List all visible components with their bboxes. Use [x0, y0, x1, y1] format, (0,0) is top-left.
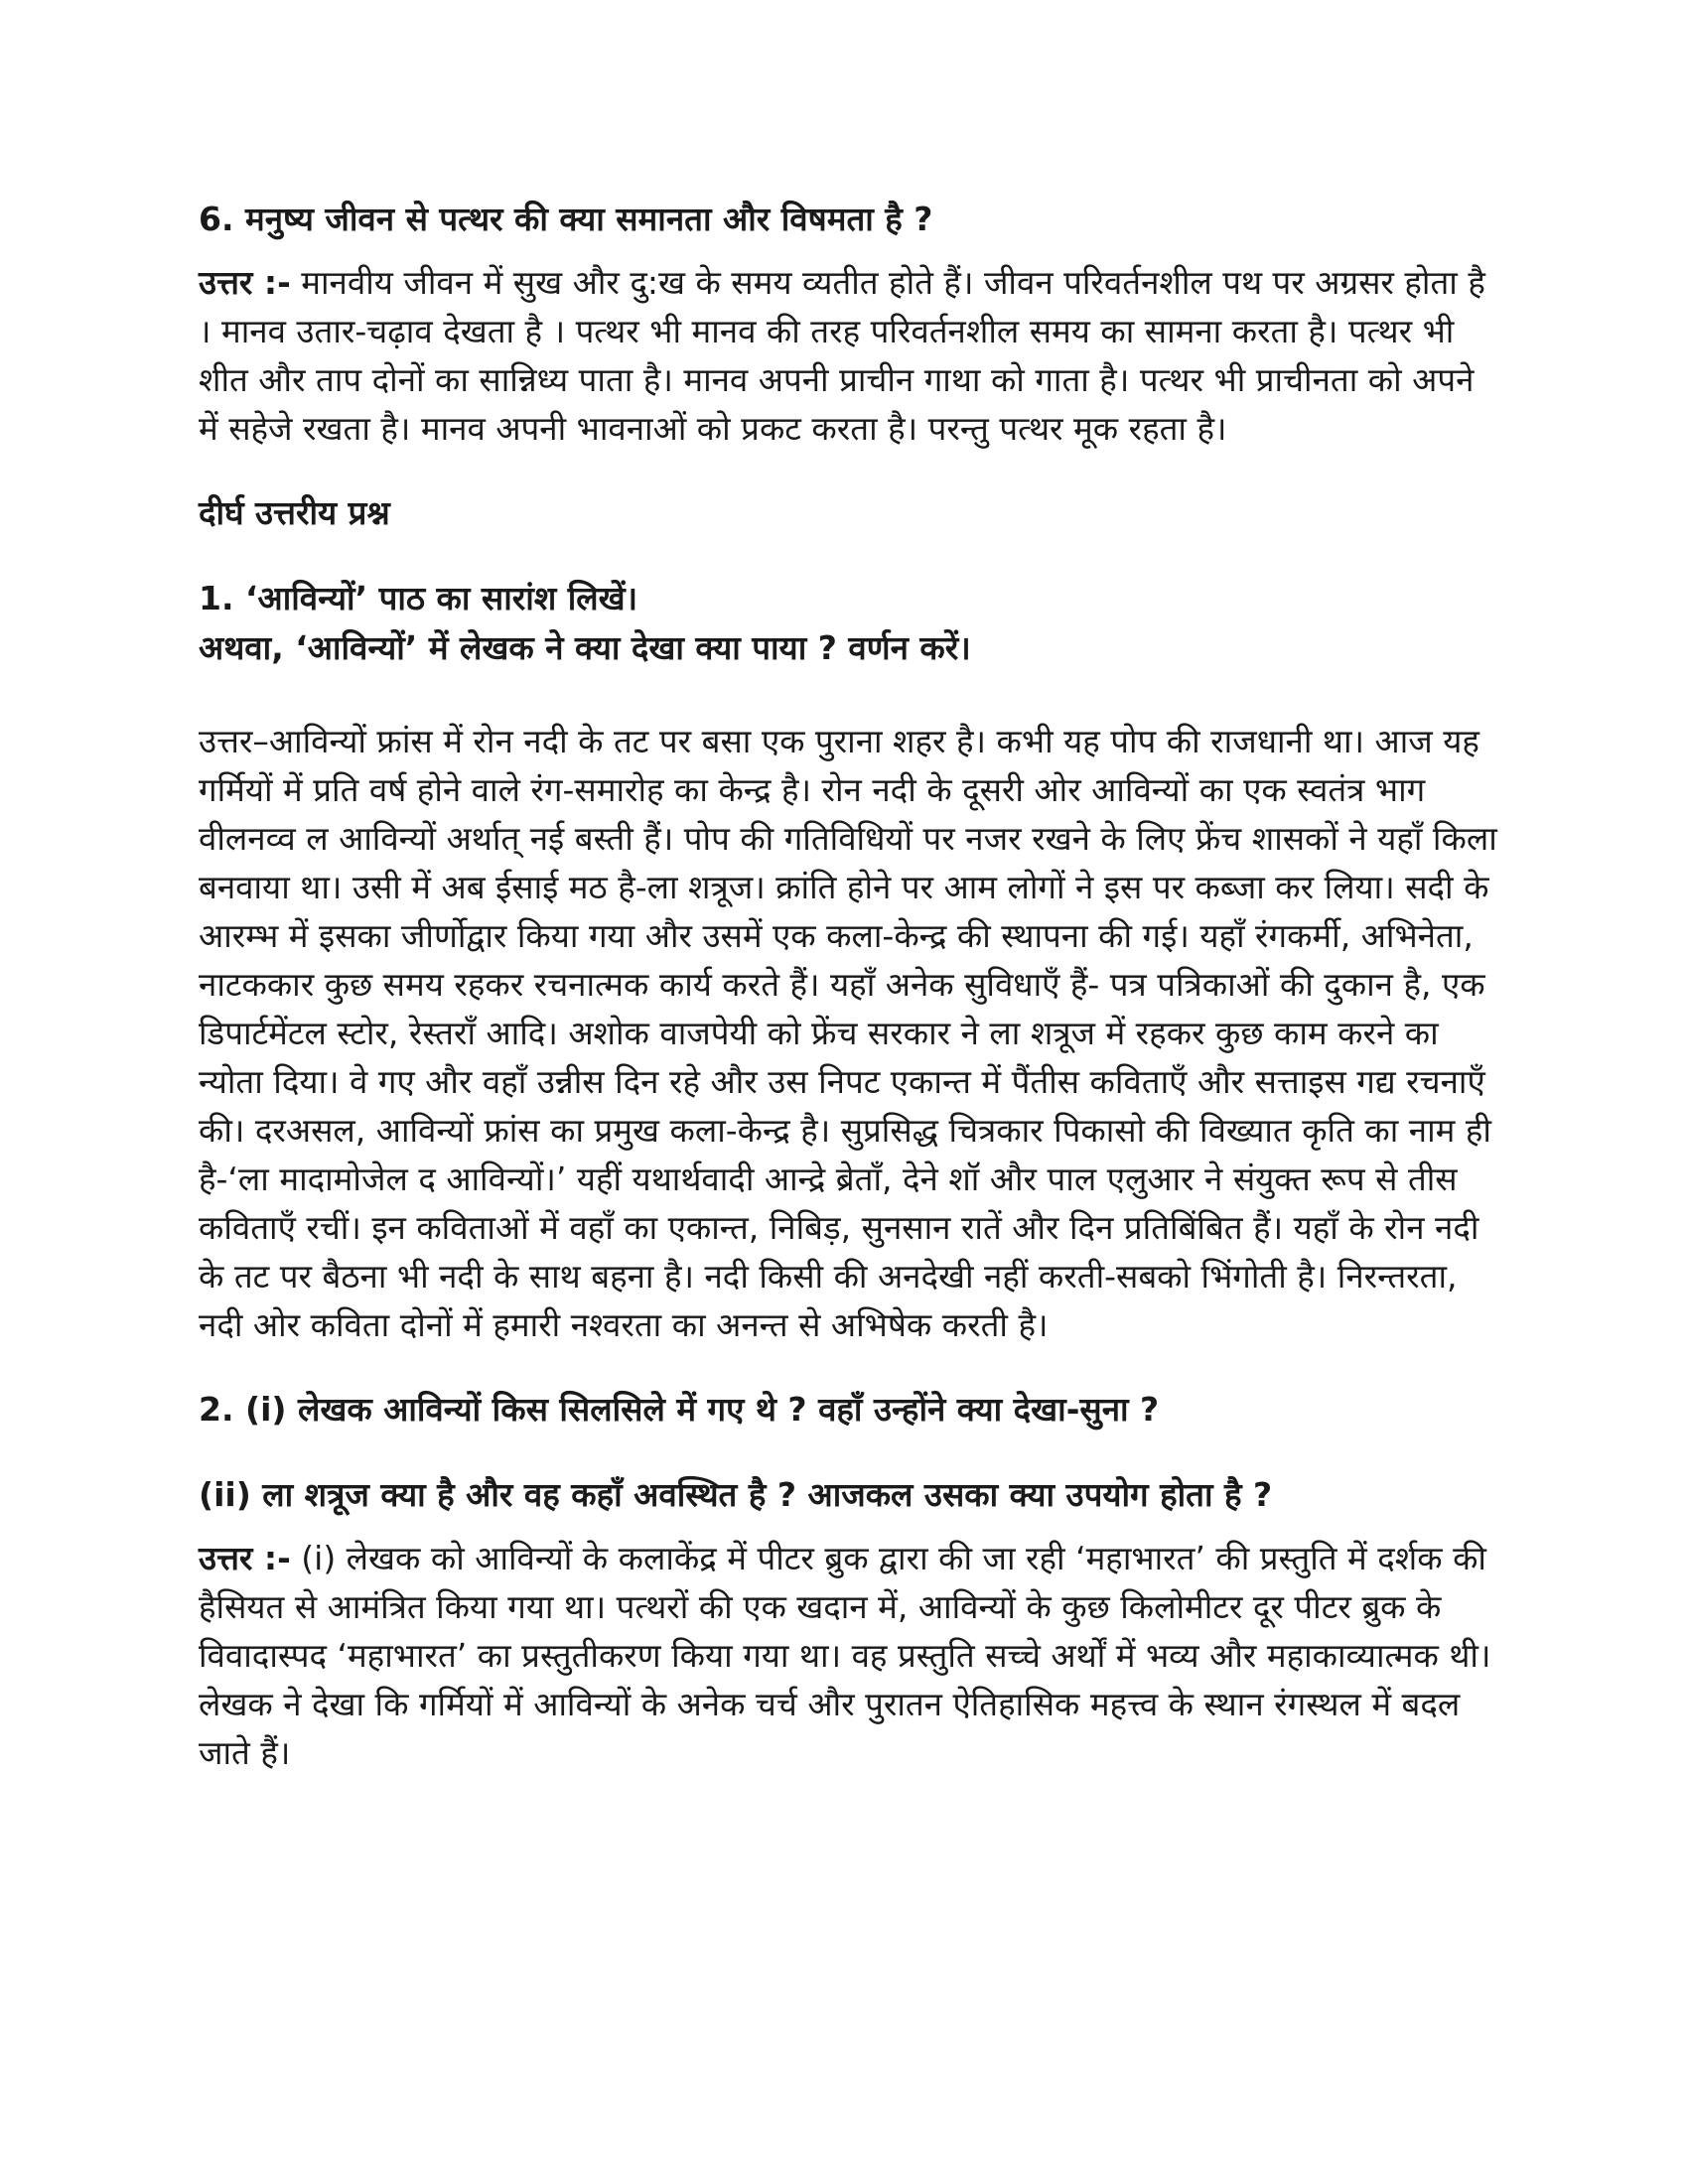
long-question-1-line2: अथवा, ‘आविन्यों’ में लेखक ने क्या देखा क्या पाया ? वर्णन करें।: [199, 628, 971, 667]
long-question-2-part-i: 2. (i) लेखक आविन्यों किस सिलसिले में गए थे ? वहाँ उन्होंने क्या देखा-सुना ?: [199, 1390, 1160, 1429]
section-heading: दीर्घ उत्तरीय प्रश्न: [199, 493, 390, 532]
question-6-answer: [199, 258, 1499, 453]
long-question-1-line1: 1. ‘आविन्यों’ पाठ का सारांश लिखें।: [199, 579, 638, 617]
answer-label: उत्तर :-: [199, 1539, 291, 1577]
long-question-2-answer: [199, 1534, 1499, 1777]
document-page: [199, 195, 1499, 1777]
answer-text: मानवीय जीवन में सुख और दु:ख के समय व्यतीत होते हैं। जीवन परिवर्तनशील पथ पर अग्रसर होता है । मानव उतार-चढ़ाव देखता है । पत्थर भी मानव की तरह परिवर्तनशील समय का सामना करता है। पत्थर भी शीत और ताप दोनों का सान्निध्य पाता है। मानव अपनी प्राचीन गाथा को गाता है। पत्थर भी प्राचीनता को अपने में सहेजे रखता है। मानव अपनी भावनाओं को प्रकट करता है। परन्तु पत्थर मूक रहता है।: [199, 263, 1485, 448]
question-6-heading: 6. मनुष्य जीवन से पत्थर की क्या समानता और विषमता है ?: [199, 200, 933, 238]
long-question-2-part-ii: (ii) ला शत्रूज क्या है और वह कहाँ अवस्थित है ? आजकल उसका क्या उपयोग होता है ?: [199, 1475, 1273, 1514]
answer-text: (i) लेखक को आविन्यों के कलाकेंद्र में पीटर ब्रुक द्वारा की जा रही ‘महाभारत’ की प्रस्तुति में दर्शक की हैसियत से आमंत्रित किया गया था। पत्थरों की एक खदान में, आविन्यों के कुछ किलोमीटर दूर पीटर ब्रुक के विवादास्पद ‘महाभारत’ का प्रस्तुतीकरण किया गया था। वह प्रस्तुति सच्चे अर्थों में भव्य और महाकाव्यात्मक थी। लेखक ने देखा कि गर्मियों में आविन्यों के अनेक चर्च और पुरातन ऐतिहासिक महत्त्व के स्थान रंगस्थल में बदल जाते हैं।: [199, 1539, 1491, 1772]
answer-label: उत्तर :-: [199, 263, 291, 302]
long-question-1-answer: उत्तर–आविन्यों फ्रांस में रोन नदी के तट पर बसा एक पुराना शहर है। कभी यह पोप की राजधानी था। आज यह गर्मियों में प्रति वर्ष होने वाले रंग-समारोह का केन्द्र है। रोन नदी के दूसरी ओर आविन्यों का एक स्वतंत्र भाग वीलनव्व ल आविन्यों अर्थात् नई बस्ती हैं। पोप की गतिविधियों पर नजर रखने के लिए फ्रेंच शासकों ने यहाँ किला बनवाया था। उसी में अब ईसाई मठ है-ला शत्रूज। क्रांति होने पर आम लोगों ने इस पर कब्जा कर लिया। सदी के आरम्भ में इसका जीर्णोद्वार किया गया और उसमें एक कला-केन्द्र की स्थापना की गई। यहाँ रंगकर्मी, अभिनेता, नाटककार कुछ समय रहकर रचनात्मक कार्य करते हैं। यहाँ अनेक सुविधाएँ हैं- पत्र पत्रिकाओं की दुकान है, एक डिपार्टमेंटल स्टोर, रेस्तराँ आदि। अशोक वाजपेयी को फ्रेंच सरकार ने ला शत्रूज में रहकर कुछ काम करने का न्योता दिया। वे गए और वहाँ उन्नीस दिन रहे और उस निपट एकान्त में पैंतीस कविताएँ और सत्ताइस गद्य रचनाएँ की। दरअसल, आविन्यों फ्रांस का प्रमुख कला-केन्द्र है। सुप्रसिद्ध चित्रकार पिकासो की विख्यात कृति का नाम ही है-‘ला मादामोजेल द आविन्यों।’ यहीं यथार्थवादी आन्द्रे ब्रेताँ, देने शॉ और पाल एलुआर ने संयुक्त रूप से तीस कविताएँ रचीं। इन कविताओं में वहाँ का एकान्त, निबिड़, सुनसान रातें और दिन प्रतिबिंबित हैं। यहाँ के रोन नदी के तट पर बैठना भी नदी के साथ बहना है। नदी किसी की अनदेखी नहीं करती-सबको भिंगोती है। निरन्तरता, नदी ओर कविता दोनों में हमारी नश्वरता का अनन्त से अभिषेक करती है।: [199, 722, 1497, 1344]
